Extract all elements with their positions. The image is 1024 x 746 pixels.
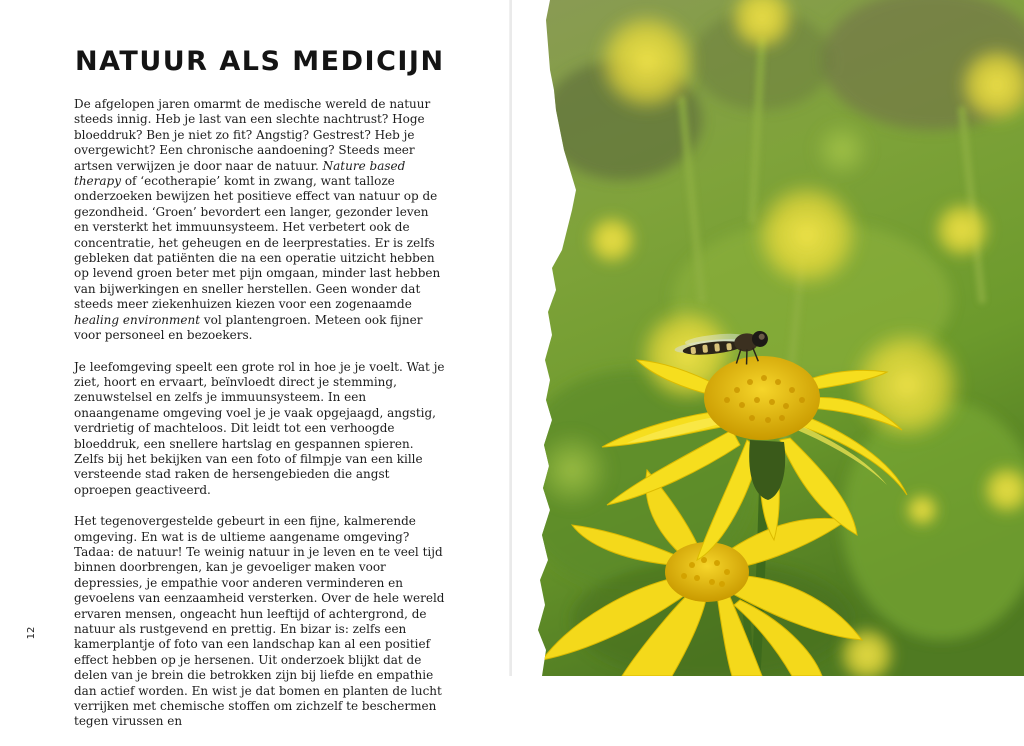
body-text <box>74 97 446 746</box>
paragraph-2 <box>74 360 446 499</box>
flower-photo <box>512 0 1024 676</box>
left-page <box>0 0 512 729</box>
right-page <box>512 0 1024 676</box>
page-number: 12 <box>26 626 37 640</box>
text-segment: vol plantengroen. Meteen ook fijner voor personeel en bezoekers. <box>74 312 423 343</box>
page-title: NATUUR ALS MEDICIJN <box>75 46 445 77</box>
text-segment: De afgelopen jaren omarmt de medische wereld de natuur steeds innig. Heb je last van een slechte nachtrust? Hoge bloeddruk? Ben je niet zo fit? Angstig? Gestrest? Heb je overgewicht? Een chronische aandoening? Steeds meer artsen verwijzen je door naar de natuur. <box>74 97 431 173</box>
text-segment-italic: Nature based therapy <box>74 158 406 189</box>
text-segment-italic: healing environment <box>74 312 201 327</box>
text-segment: Het tegenovergestelde gebeurt in een fijne, kalmerende omgeving. En wat is de ultieme aangename omgeving? Tadaa: de natuur! Te weinig natuur in je leven en te veel tijd binnen doorbrengen, kan je gevoeliger maken voor depressies, je empathie voor anderen verminderen en gevoelens van eenzaamheid versterken. Over de hele wereld ervaren mensen, ongeacht hun leeftijd of achtergrond, de natuur als rustgevend en prettig. En bizar is: zelfs een kamerplantje of foto van een landschap kan al een positief effect hebben op je hersenen. Uit onderzoek blijkt dat de delen van je brein die betrokken zijn bij liefde en empathie dan actief worden. En wist je dat bomen en planten de lucht verrijken met chemische stoffen om zichzelf te beschermen tegen virussen en <box>74 514 445 729</box>
text-segment: Je leefomgeving speelt een grote rol in hoe je je voelt. Wat je ziet, hoort en ervaart, beïnvloedt direct je stemming, zenuwstelsel en zelfs je immuunsysteem. In een onaangename omgeving voel je je vaak opgejaagd, angstig, verdrietig of machteloos. Dit leidt tot een verhoogde bloeddruk, een snellere hartslag en gespannen spieren. Zelfs bij het bekijken van een foto of filmpje van een kille versteende stad raken de hersengebieden die angst oproepen geactiveerd. <box>74 359 445 497</box>
paragraph-3 <box>74 514 446 730</box>
text-segment: of ‘ecotherapie’ komt in zwang, want talloze onderzoeken bewijzen het positieve effect van natuur op de gezondheid. ‘Groen’ bevordert een langer, gezonder leven en versterkt het immuunsysteem. Het verbetert ook de concentratie, het geheugen en de leerprestaties. Er is zelfs gebleken dat patiënten die na een operatie uitzicht hebben op levend groen beter met pijn omgaan, minder last hebben van bijwerkingen en sneller herstellen. Geen wonder dat steeds meer ziekenhuizen kiezen voor een zogenaamde <box>74 174 441 312</box>
paragraph-1 <box>74 97 446 344</box>
